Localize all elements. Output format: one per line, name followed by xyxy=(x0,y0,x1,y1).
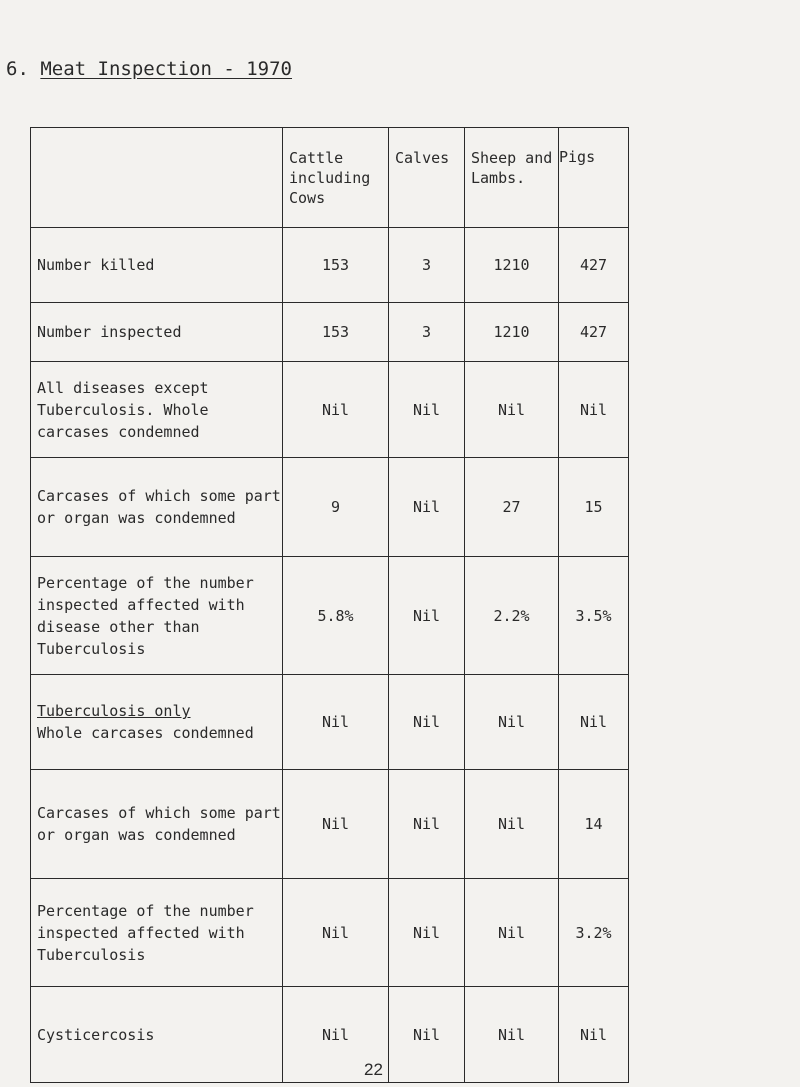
table-row xyxy=(31,303,629,362)
cell-sheep: Nil xyxy=(465,879,559,987)
cell-calves: Nil xyxy=(389,675,465,770)
cell-sheep: Nil xyxy=(465,362,559,458)
cell-cattle: Nil xyxy=(283,879,389,987)
page-heading xyxy=(6,58,292,80)
row-label: Percentage of the number inspected affected with Tuberculosis xyxy=(31,879,283,987)
cell-sheep: Nil xyxy=(465,987,559,1083)
row-label: Number inspected xyxy=(31,303,283,362)
row-label-text: Whole carcases condemned xyxy=(37,724,254,742)
cell-cattle: 153 xyxy=(283,228,389,303)
column-header-cattle: Cattle including Cows xyxy=(283,128,389,228)
row-label: All diseases except Tuberculosis. Whole carcases condemned xyxy=(31,362,283,458)
cell-calves: Nil xyxy=(389,879,465,987)
table-row xyxy=(31,770,629,879)
cell-pigs: 14 xyxy=(559,770,629,879)
cell-pigs: 3.5% xyxy=(559,557,629,675)
cell-calves: Nil xyxy=(389,458,465,557)
cell-calves: Nil xyxy=(389,770,465,879)
cell-cattle: Nil xyxy=(283,770,389,879)
row-label: Cysticercosis xyxy=(31,987,283,1083)
table-row xyxy=(31,557,629,675)
header-row xyxy=(31,128,629,228)
cell-cattle: Nil xyxy=(283,675,389,770)
cell-pigs: 427 xyxy=(559,228,629,303)
cell-cattle: 153 xyxy=(283,303,389,362)
row-label: Number killed xyxy=(31,228,283,303)
row-label: Carcases of which some part or organ was condemned xyxy=(31,458,283,557)
column-header-sheep: Sheep and Lambs. xyxy=(465,128,559,228)
table-row xyxy=(31,987,629,1083)
section-number: 6. xyxy=(6,58,29,80)
cell-pigs: 3.2% xyxy=(559,879,629,987)
row-label-title: Tuberculosis only xyxy=(37,702,191,720)
cell-sheep: Nil xyxy=(465,770,559,879)
cell-cattle: Nil xyxy=(283,362,389,458)
table-row xyxy=(31,675,629,770)
cell-cattle: 5.8% xyxy=(283,557,389,675)
cell-sheep: Nil xyxy=(465,675,559,770)
table-row xyxy=(31,879,629,987)
page-number: 22 xyxy=(364,1060,383,1079)
row-label: Carcases of which some part or organ was condemned xyxy=(31,770,283,879)
cell-calves: Nil xyxy=(389,557,465,675)
row-label: Percentage of the number inspected affected with disease other than Tuberculosis xyxy=(31,557,283,675)
cell-calves: Nil xyxy=(389,987,465,1083)
column-header-calves: Calves xyxy=(389,128,465,228)
cell-sheep: 1210 xyxy=(465,228,559,303)
section-title: Meat Inspection - 1970 xyxy=(40,58,293,80)
table-row xyxy=(31,228,629,303)
row-label xyxy=(31,675,283,770)
cell-pigs: Nil xyxy=(559,675,629,770)
cell-sheep: 27 xyxy=(465,458,559,557)
cell-cattle: 9 xyxy=(283,458,389,557)
cell-pigs: Nil xyxy=(559,362,629,458)
cell-sheep: 2.2% xyxy=(465,557,559,675)
header-blank-cell xyxy=(31,128,283,228)
table-row xyxy=(31,362,629,458)
cell-calves: 3 xyxy=(389,228,465,303)
cell-calves: 3 xyxy=(389,303,465,362)
meat-inspection-table xyxy=(30,127,629,1083)
cell-pigs: 15 xyxy=(559,458,629,557)
cell-pigs: 427 xyxy=(559,303,629,362)
column-header-pigs: Pigs xyxy=(559,128,629,228)
cell-cattle: Nil xyxy=(283,987,389,1083)
table-row xyxy=(31,458,629,557)
cell-pigs: Nil xyxy=(559,987,629,1083)
cell-sheep: 1210 xyxy=(465,303,559,362)
cell-calves: Nil xyxy=(389,362,465,458)
